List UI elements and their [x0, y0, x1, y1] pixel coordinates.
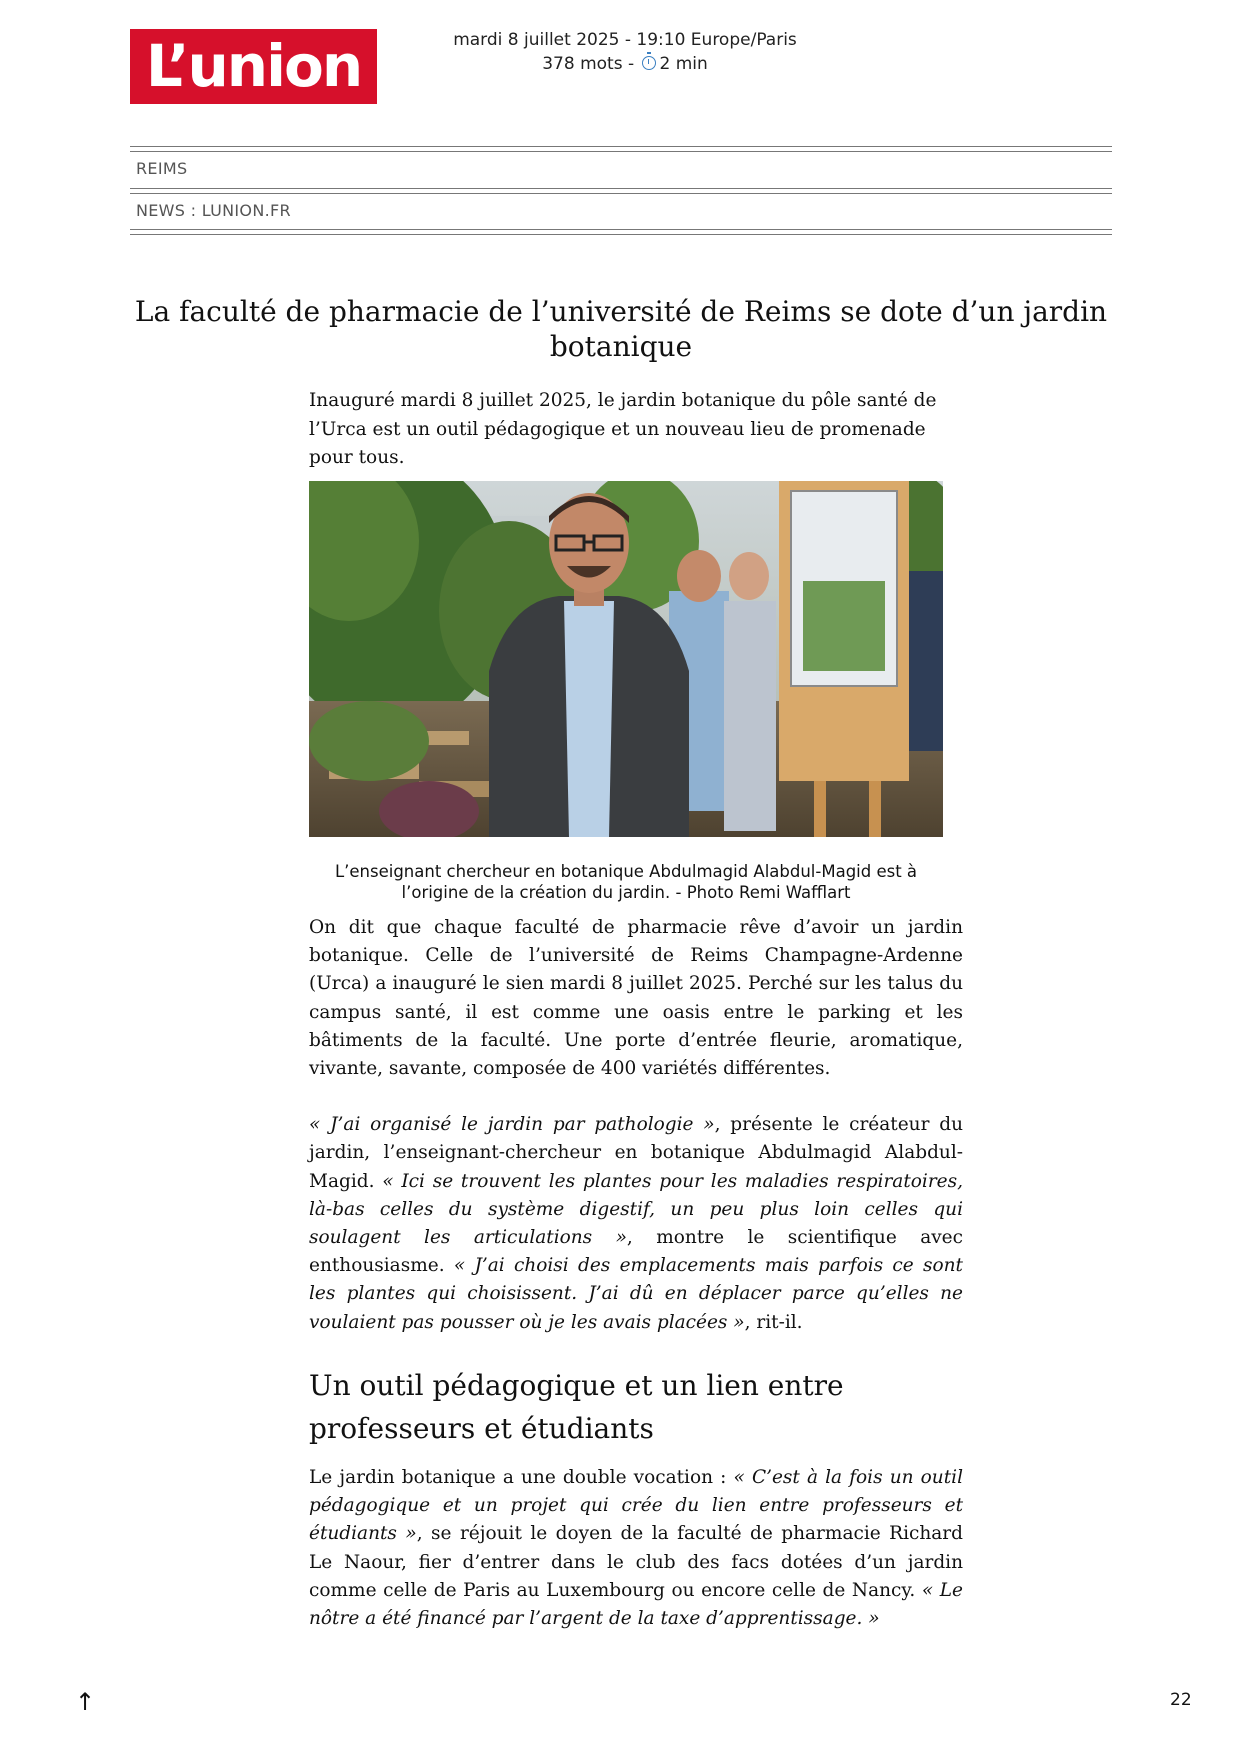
article-body-continued: [309, 1464, 963, 1633]
lunion-logo[interactable]: L’union: [130, 29, 377, 104]
text: , rit-il.: [744, 1311, 803, 1333]
stopwatch-icon: [642, 56, 656, 70]
photo-caption: L’enseignant chercheur en botanique Abdulmagid Alabdul-Magid est à l’origine de la création du jardin. - Photo Remi Wafflart: [334, 862, 918, 902]
divider: [130, 229, 1112, 235]
back-to-top-arrow-icon[interactable]: ↑: [75, 1688, 96, 1716]
divider: [130, 188, 1112, 194]
text: Le jardin botanique a une double vocation :: [309, 1467, 734, 1488]
publish-datetime: mardi 8 juillet 2025 - 19:10 Europe/Paris: [453, 30, 797, 50]
article-subheading: Un outil pédagogique et un lien entre professeurs et étudiants: [309, 1369, 844, 1445]
article-title: La faculté de pharmacie de l’université de Reims se dote d’un jardin botanique: [134, 295, 1108, 363]
quote: « Ici se trouvent les plantes pour les maladies respiratoires, là-bas celles du système digestif, un peu plus loin celles qui soulagent les articulations »: [309, 1170, 963, 1249]
quote: « Le nôtre a été financé par l’argent de la taxe d’apprentissage. »: [309, 1579, 963, 1630]
text: , présente le créateur du jardin, l’enseignant-chercheur en botanique Abdulmagid Alabdul-Magid.: [309, 1114, 963, 1192]
reading-info: [420, 52, 830, 76]
word-count: 378 mots -: [542, 54, 635, 74]
article-meta: [420, 28, 830, 76]
quote: « C’est à la fois un outil pédagogique et un projet qui crée du lien entre professeurs et étudiants »: [309, 1467, 963, 1545]
paragraph: [309, 1111, 963, 1337]
article-photo: [309, 481, 943, 837]
divider: [130, 146, 1112, 152]
section-city: REIMS: [136, 159, 188, 178]
paragraph: [309, 1464, 963, 1633]
text: , montre le scientifique avec enthousiasme.: [309, 1227, 963, 1277]
read-time: 2 min: [659, 54, 708, 74]
article-body: [309, 914, 963, 1365]
text: , se réjouit le doyen de la faculté de pharmacie Richard Le Naour, fier d’entrer dans le club des facs dotées d’un jardin comme celle de Paris au Luxembourg ou encore celle de Nancy.: [309, 1523, 963, 1601]
page-number: 22: [1170, 1690, 1192, 1710]
article-lead: Inauguré mardi 8 juillet 2025, le jardin botanique du pôle santé de l’Urca est un outil pédagogique et un nouveau lieu de promenade pour tous.: [309, 390, 937, 468]
section-source: NEWS : LUNION.FR: [136, 201, 291, 220]
paragraph: On dit que chaque faculté de pharmacie rêve d’avoir un jardin botanique. Celle de l’université de Reims Champagne-Ardenne (Urca) a inauguré le sien mardi 8 juillet 2025. Perché sur les talus du campus santé, il est comme une oasis entre le parking et les bâtiments de la faculté. Une porte d’entrée fleurie, aromatique, vivante, savante, composée de 400 variétés différentes.: [309, 917, 963, 1080]
quote: « J’ai organisé le jardin par pathologie »: [309, 1114, 715, 1136]
quote: « J’ai choisi des emplacements mais parfois ce sont les plantes qui choisissent. J’ai dû en déplacer parce qu’elles ne voulaient pas pousser où je les avais placées »: [309, 1255, 963, 1333]
